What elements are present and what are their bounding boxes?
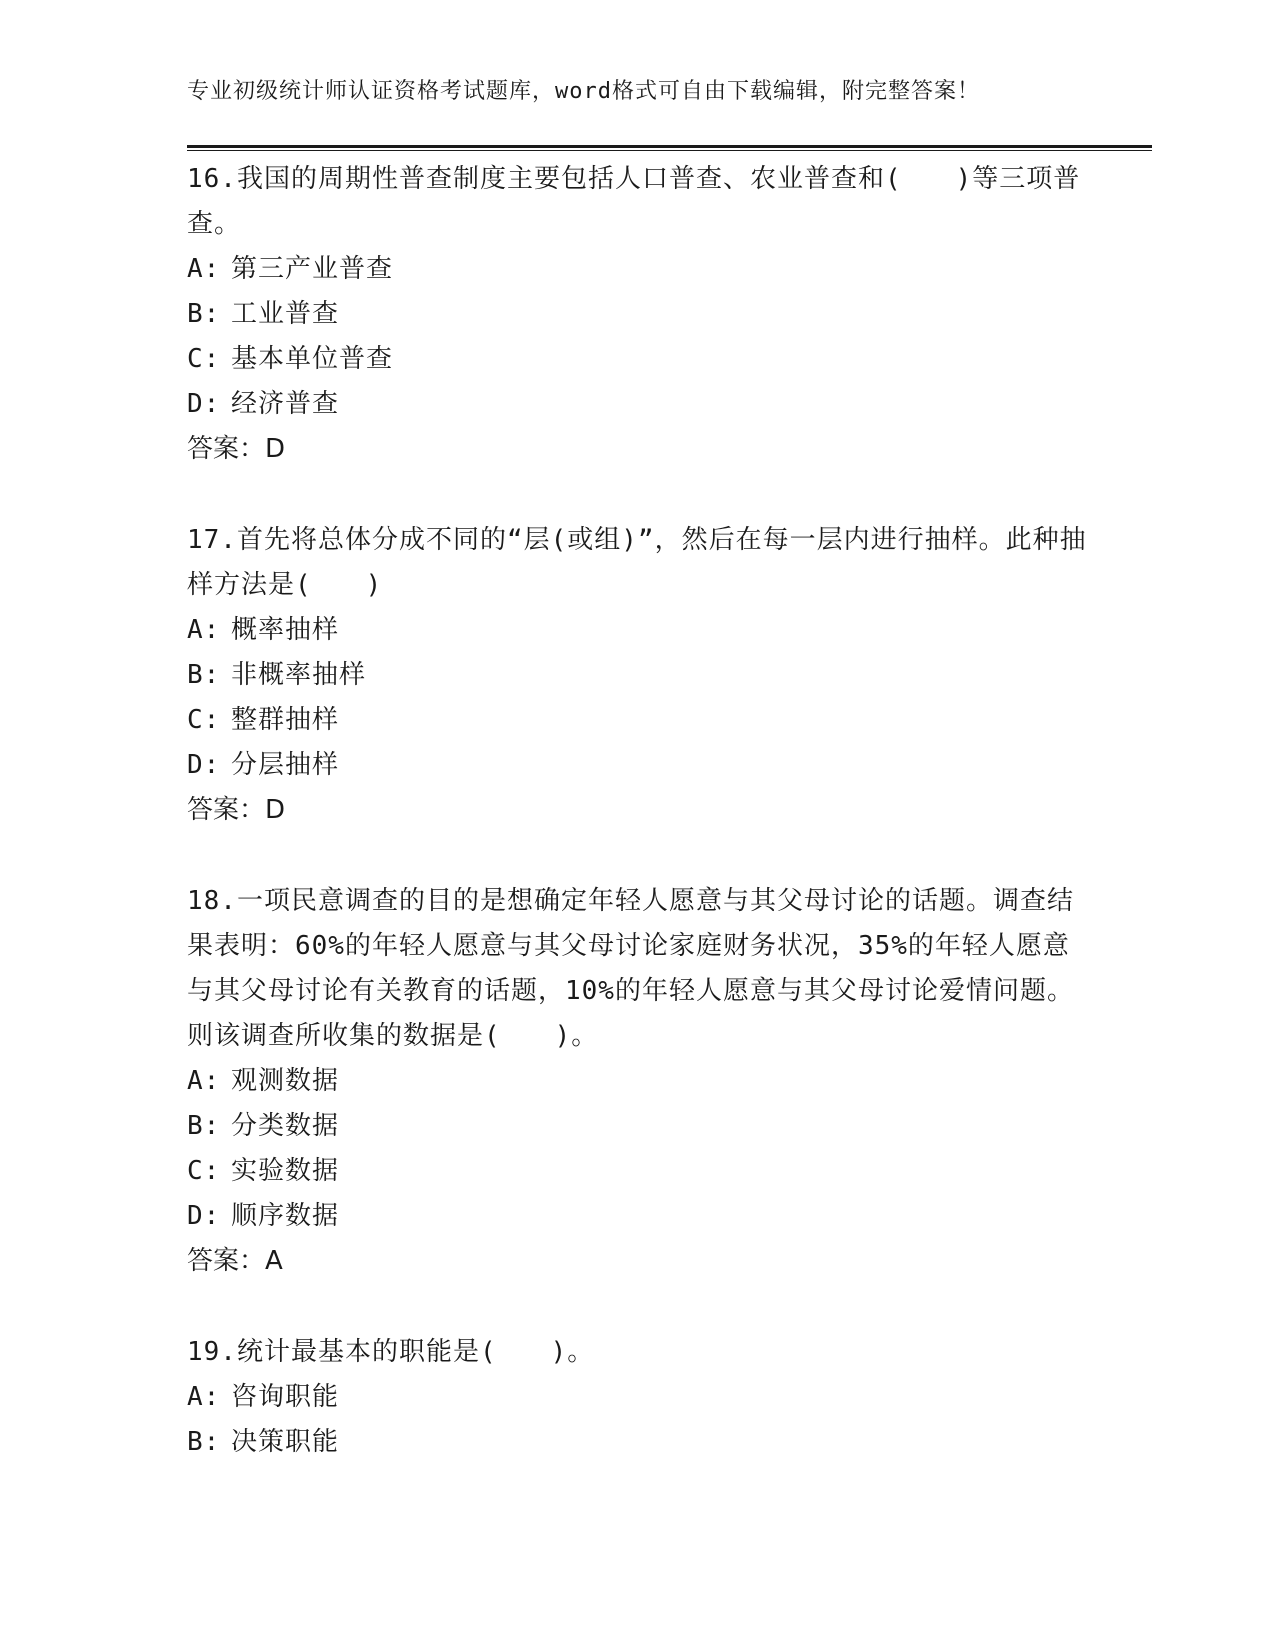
option-letter: B: bbox=[187, 299, 221, 329]
option-c bbox=[187, 1149, 1087, 1194]
option-text: 工业普查 bbox=[231, 299, 340, 329]
option-letter: C: bbox=[187, 1156, 221, 1186]
option-letter: A: bbox=[187, 615, 221, 645]
question-17 bbox=[187, 518, 1087, 833]
option-text: 第三产业普查 bbox=[231, 254, 394, 284]
option-b bbox=[187, 653, 1087, 698]
option-b bbox=[187, 1104, 1087, 1149]
option-text: 决策职能 bbox=[231, 1427, 340, 1457]
option-letter: C: bbox=[187, 344, 221, 374]
option-text: 观测数据 bbox=[231, 1066, 340, 1096]
question-list bbox=[187, 157, 1087, 1511]
option-text: 实验数据 bbox=[231, 1156, 340, 1186]
question-stem: 18.一项民意调查的目的是想确定年轻人愿意与其父母讨论的话题。调查结果表明：60%的年轻人愿意与其父母讨论家庭财务状况，35%的年轻人愿意与其父母讨论有关教育的话题，10%的年轻人愿意与其父母讨论爱情问题。则该调查所收集的数据是( )。 bbox=[187, 886, 1074, 1051]
option-b bbox=[187, 1420, 1087, 1465]
option-text: 咨询职能 bbox=[231, 1382, 340, 1412]
header-divider-thick bbox=[187, 145, 1152, 148]
option-d bbox=[187, 382, 1087, 427]
option-b bbox=[187, 292, 1087, 337]
question-stem: 17.首先将总体分成不同的“层(或组)”，然后在每一层内进行抽样。此种抽样方法是( ) bbox=[187, 525, 1087, 600]
option-text: 整群抽样 bbox=[231, 705, 340, 735]
option-a bbox=[187, 608, 1087, 653]
option-c bbox=[187, 698, 1087, 743]
option-text: 概率抽样 bbox=[231, 615, 340, 645]
option-c bbox=[187, 337, 1087, 382]
option-letter: B: bbox=[187, 1111, 221, 1141]
question-16 bbox=[187, 157, 1087, 472]
question-stem: 16.我国的周期性普查制度主要包括人口普查、农业普查和( )等三项普查。 bbox=[187, 164, 1081, 239]
question-19 bbox=[187, 1330, 1087, 1465]
question-18 bbox=[187, 879, 1087, 1284]
option-letter: A: bbox=[187, 254, 221, 284]
option-a bbox=[187, 247, 1087, 292]
option-letter: A: bbox=[187, 1066, 221, 1096]
answer-line: 答案：D bbox=[187, 434, 286, 464]
option-letter: B: bbox=[187, 1427, 221, 1457]
option-letter: C: bbox=[187, 705, 221, 735]
option-d bbox=[187, 743, 1087, 788]
option-text: 非概率抽样 bbox=[231, 660, 367, 690]
option-text: 基本单位普查 bbox=[231, 344, 394, 374]
option-letter: D: bbox=[187, 389, 221, 419]
option-text: 顺序数据 bbox=[231, 1201, 340, 1231]
option-letter: B: bbox=[187, 660, 221, 690]
option-text: 分层抽样 bbox=[231, 750, 340, 780]
option-letter: D: bbox=[187, 1201, 221, 1231]
header-divider-thin bbox=[187, 150, 1152, 151]
option-letter: D: bbox=[187, 750, 221, 780]
option-text: 分类数据 bbox=[231, 1111, 340, 1141]
option-a bbox=[187, 1059, 1087, 1104]
option-d bbox=[187, 1194, 1087, 1239]
answer-line: 答案：D bbox=[187, 795, 286, 825]
option-a bbox=[187, 1375, 1087, 1420]
option-text: 经济普查 bbox=[231, 389, 340, 419]
option-letter: A: bbox=[187, 1382, 221, 1412]
document-header: 专业初级统计师认证资格考试题库，word格式可自由下载编辑，附完整答案！ bbox=[187, 79, 980, 104]
answer-line: 答案：A bbox=[187, 1246, 283, 1276]
question-stem: 19.统计最基本的职能是( )。 bbox=[187, 1337, 595, 1367]
